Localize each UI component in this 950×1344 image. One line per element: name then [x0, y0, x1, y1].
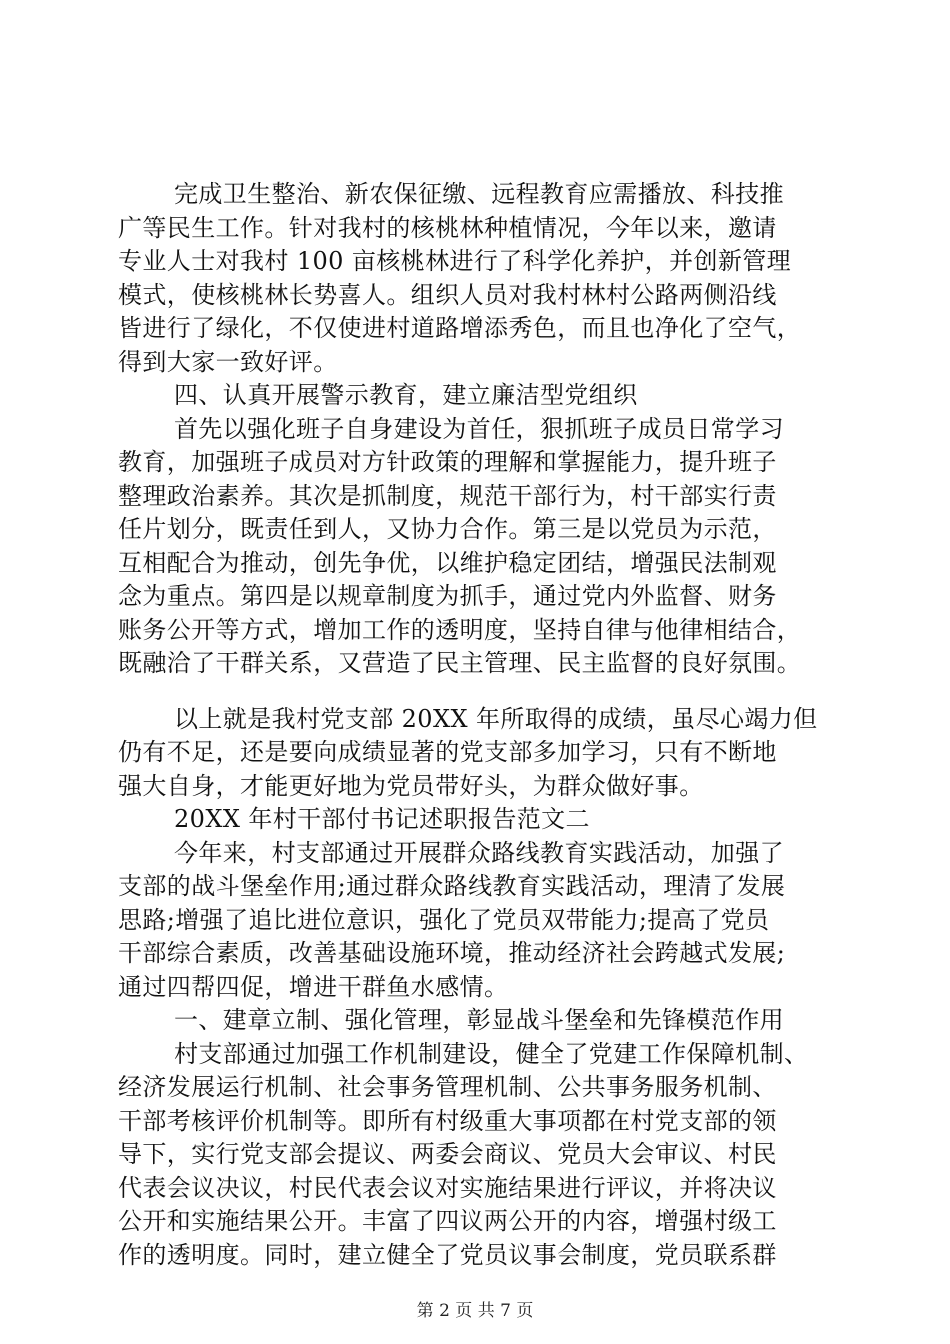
- text-line: 皆进行了绿化，不仅使进村道路增添秀色，而且也净化了空气，: [118, 314, 802, 342]
- text-line: 模式，使核桃林长势喜人。组织人员对我村林村公路两侧沿线: [118, 280, 777, 309]
- text-line: 仍有不足，还是要向成绩显著的党支部多加学习，只有不断地: [118, 738, 777, 766]
- text-line: 首先以强化班子自身建设为首任，狠抓班子成员日常学习: [174, 414, 784, 443]
- text-line: 既融洽了干群关系，又营造了民主管理、民主监督的良好氛围。: [118, 649, 802, 677]
- text-line: 以上就是我村党支部 20XX 年所取得的成绩，虽尽心竭力但: [174, 704, 818, 733]
- document-body: [118, 178, 848, 1272]
- text-line: 干部综合素质，改善基础设施环境，推动经济社会跨越式发展;: [118, 939, 786, 967]
- text-line: 干部考核评价机制等。即所有村级重大事项都在村党支部的领: [118, 1106, 777, 1135]
- text-line: 完成卫生整治、新农保征缴、远程教育应需播放、科技推: [174, 180, 784, 208]
- text-line: 作的透明度。同时，建立健全了党员议事会制度，党员联系群: [118, 1240, 777, 1269]
- text-line: 一、建章立制、强化管理，彰显战斗堡垒和先锋模范作用: [174, 1006, 784, 1034]
- text-line: 导下，实行党支部会提议、两委会商议、党员大会审议、村民: [118, 1140, 777, 1168]
- page-footer: 第 2 页 共 7 页: [416, 1301, 534, 1321]
- text-line: 任片划分，既责任到人，又协力合作。第三是以党员为示范，: [118, 515, 777, 543]
- text-line: 四、认真开展警示教育，建立廉洁型党组织: [174, 381, 638, 409]
- text-line: 得到大家一致好评。: [118, 347, 338, 376]
- text-line: 公开和实施结果公开。丰富了四议两公开的内容，增强村级工: [118, 1207, 777, 1235]
- paragraph-gap: [118, 681, 848, 703]
- text-line: 通过四帮四促，增进干群鱼水感情。: [118, 972, 509, 1001]
- text-line: 支部的战斗堡垒作用;通过群众路线教育实践活动，理清了发展: [118, 872, 786, 900]
- text-line: 今年来，村支部通过开展群众路线教育实践活动，加强了: [174, 838, 784, 867]
- text-line: 强大自身，才能更好地为党员带好头，为群众做好事。: [118, 771, 704, 800]
- text-line: 经济发展运行机制、社会事务管理机制、公共事务服务机制、: [118, 1073, 777, 1101]
- text-line: 村支部通过加强工作机制建设，健全了党建工作保障机制、: [174, 1039, 809, 1068]
- text-line: 账务公开等方式，增加工作的透明度，坚持自律与他律相结合，: [118, 615, 802, 644]
- text-line: 专业人士对我村 100 亩核桃林进行了科学化养护，并创新管理: [118, 247, 792, 275]
- text-line: 20XX 年村干部付书记述职报告范文二: [174, 805, 590, 833]
- text-line: 整理政治素养。其次是抓制度，规范干部行为，村干部实行责: [118, 481, 777, 510]
- text-line: 广等民生工作。针对我村的核桃林种植情况，今年以来，邀请: [118, 213, 777, 242]
- text-line: 思路;增强了追比进位意识，强化了党员双带能力;提高了党员: [118, 905, 770, 934]
- text-line: 互相配合为推动，创先争优，以维护稳定团结，增强民法制观: [118, 548, 777, 577]
- text-line: 念为重点。第四是以规章制度为抓手，通过党内外监督、财务: [118, 582, 777, 610]
- text-line: 教育，加强班子成员对方针政策的理解和掌握能力，提升班子: [118, 448, 777, 476]
- text-line: 代表会议决议，村民代表会议对实施结果进行评议，并将决议: [118, 1173, 777, 1202]
